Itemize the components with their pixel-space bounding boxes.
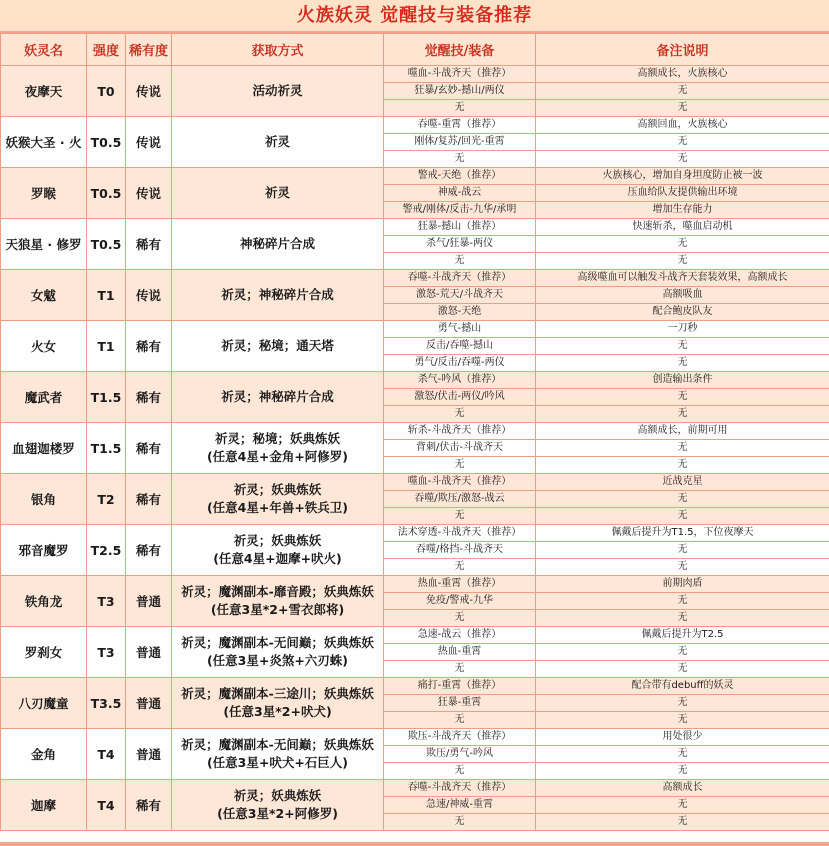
tier-cell: T1: [87, 321, 126, 372]
hero-name: 迦摩: [1, 780, 87, 831]
hero-name: 罗刹女: [1, 627, 87, 678]
skill-cell: 无: [384, 559, 536, 576]
skill-cell: 狂暴-重霄: [384, 695, 536, 712]
note-cell: 无: [536, 746, 829, 763]
note-cell: 无: [536, 712, 829, 729]
table-row: [1, 117, 829, 134]
source-line: 祈灵；魔渊副本-无间巅；妖典炼妖: [181, 737, 374, 752]
skill-cell: 欺压-斗战齐天（推荐）: [384, 729, 536, 746]
rarity-cell: 传说: [126, 66, 172, 117]
skill-cell: 无: [384, 763, 536, 780]
skill-cell: 急速/神威-重霄: [384, 797, 536, 814]
skill-cell: 无: [384, 508, 536, 525]
note-cell: 无: [536, 559, 829, 576]
rarity-cell: 稀有: [126, 423, 172, 474]
note-cell: 高额成长，火族核心: [536, 66, 829, 83]
table-row: [1, 525, 829, 542]
tier-cell: T1.5: [87, 423, 126, 474]
source-cell: [172, 474, 384, 525]
note-cell: 无: [536, 457, 829, 474]
source-line: 神秘碎片合成: [239, 236, 315, 251]
table-row: [1, 627, 829, 644]
hero-name: 八刃魔童: [1, 678, 87, 729]
skill-cell: 无: [384, 457, 536, 474]
source-line: 祈灵；秘境；通天塔: [221, 338, 334, 353]
hero-name: 金角: [1, 729, 87, 780]
skill-cell: 勇气/反击/吞噬-两仪: [384, 355, 536, 372]
source-cell: [172, 780, 384, 831]
skill-cell: 热血-重霄: [384, 644, 536, 661]
skill-cell: 免疫/警戒-九华: [384, 593, 536, 610]
skill-cell: 无: [384, 151, 536, 168]
rarity-cell: 传说: [126, 270, 172, 321]
header-name: 妖灵名: [1, 34, 87, 66]
note-cell: 无: [536, 593, 829, 610]
note-cell: 无: [536, 814, 829, 831]
skill-cell: 激怒-荒天/斗战齐天: [384, 287, 536, 304]
skill-cell: 法术穿透-斗战齐天（推荐）: [384, 525, 536, 542]
rarity-cell: 普通: [126, 678, 172, 729]
source-cell: [172, 321, 384, 372]
note-cell: 高额成长，前期可用: [536, 423, 829, 440]
rarity-cell: 普通: [126, 576, 172, 627]
skill-cell: 警戒/刚体/反击-九华/承明: [384, 202, 536, 219]
note-cell: 无: [536, 236, 829, 253]
tier-cell: T2: [87, 474, 126, 525]
skill-cell: 无: [384, 661, 536, 678]
table-row: [1, 729, 829, 746]
source-cell: [172, 117, 384, 168]
source-line: 祈灵: [264, 134, 290, 149]
note-cell: 用处很少: [536, 729, 829, 746]
source-line: (任意3星+炎煞+六刃蛛): [206, 653, 349, 668]
note-cell: 增加生存能力: [536, 202, 829, 219]
skill-cell: 痛打-重霄（推荐）: [384, 678, 536, 695]
note-cell: 高级噬血可以触发斗战齐天套装效果，高额成长: [536, 270, 829, 287]
table-row: [1, 372, 829, 389]
table-row: [1, 474, 829, 491]
header-rarity: 稀有度: [126, 34, 172, 66]
skill-cell: 吞噬-重霄（推荐）: [384, 117, 536, 134]
note-cell: 高额成长: [536, 780, 829, 797]
source-line: 祈灵；妖典炼妖: [233, 788, 322, 803]
rarity-cell: 稀有: [126, 372, 172, 423]
note-cell: 无: [536, 389, 829, 406]
tier-cell: T1: [87, 270, 126, 321]
skill-cell: 无: [384, 610, 536, 627]
note-cell: 无: [536, 338, 829, 355]
note-cell: 无: [536, 644, 829, 661]
skill-cell: 杀气/狂暴-两仪: [384, 236, 536, 253]
header-tier: 强度: [87, 34, 126, 66]
note-cell: 配合鲍皮队友: [536, 304, 829, 321]
source-line: 祈灵；魔渊副本-靡音殿；妖典炼妖: [181, 584, 374, 599]
tier-cell: T0.5: [87, 168, 126, 219]
source-line: (任意3星+吠犬+石巨人): [206, 755, 349, 770]
skill-cell: 无: [384, 100, 536, 117]
rarity-cell: 稀有: [126, 780, 172, 831]
skill-cell: 急速-战云（推荐）: [384, 627, 536, 644]
source-line: (任意3星*2+吠犬): [223, 704, 332, 719]
skill-cell: 无: [384, 712, 536, 729]
source-cell: [172, 627, 384, 678]
note-cell: 无: [536, 695, 829, 712]
tier-cell: T2.5: [87, 525, 126, 576]
rarity-cell: 稀有: [126, 219, 172, 270]
skill-cell: 无: [384, 814, 536, 831]
tier-cell: T3.5: [87, 678, 126, 729]
header-skills: 觉醒技/装备: [384, 34, 536, 66]
note-cell: 无: [536, 542, 829, 559]
source-cell: [172, 423, 384, 474]
source-cell: [172, 678, 384, 729]
hero-name: 火女: [1, 321, 87, 372]
source-cell: [172, 66, 384, 117]
rarity-cell: 稀有: [126, 474, 172, 525]
note-cell: 压血给队友提供输出环境: [536, 185, 829, 202]
rarity-cell: 传说: [126, 168, 172, 219]
source-line: 祈灵；秘境；妖典炼妖: [214, 431, 340, 446]
source-cell: [172, 219, 384, 270]
skill-cell: 警戒-天绝（推荐）: [384, 168, 536, 185]
source-cell: [172, 729, 384, 780]
skill-cell: 欺压/勇气-吟风: [384, 746, 536, 763]
note-cell: 无: [536, 797, 829, 814]
note-cell: 创造输出条件: [536, 372, 829, 389]
hero-name: 夜摩天: [1, 66, 87, 117]
rarity-cell: 普通: [126, 627, 172, 678]
skill-cell: 无: [384, 406, 536, 423]
source-cell: [172, 372, 384, 423]
source-line: 祈灵: [264, 185, 290, 200]
note-cell: 高额回血，火族核心: [536, 117, 829, 134]
tier-cell: T3: [87, 627, 126, 678]
source-line: 祈灵；神秘碎片合成: [221, 389, 334, 404]
skill-cell: 反击/吞噬-撼山: [384, 338, 536, 355]
source-cell: [172, 270, 384, 321]
hero-name: 罗睺: [1, 168, 87, 219]
skill-cell: 噬血-斗战齐天（推荐）: [384, 474, 536, 491]
source-line: 祈灵；魔渊副本-无间巅；妖典炼妖: [181, 635, 374, 650]
note-cell: 一刀秒: [536, 321, 829, 338]
hero-name: 女魃: [1, 270, 87, 321]
note-cell: 佩戴后提升为T1.5，下位夜摩天: [536, 525, 829, 542]
skill-cell: 吞噬/格挡-斗战齐天: [384, 542, 536, 559]
source-cell: [172, 168, 384, 219]
table-body: [1, 66, 829, 831]
tier-cell: T0.5: [87, 219, 126, 270]
source-line: (任意3星*2+阿修罗): [217, 806, 338, 821]
table-row: [1, 219, 829, 236]
note-cell: 佩戴后提升为T2.5: [536, 627, 829, 644]
note-cell: 配合带有debuff的妖灵: [536, 678, 829, 695]
rarity-cell: 稀有: [126, 321, 172, 372]
table-row: [1, 66, 829, 83]
note-cell: 无: [536, 491, 829, 508]
note-cell: 无: [536, 100, 829, 117]
note-cell: 无: [536, 355, 829, 372]
source-line: 活动祈灵: [252, 83, 303, 98]
table-row: [1, 576, 829, 593]
header-notes: 备注说明: [536, 34, 829, 66]
skill-cell: 勇气-撼山: [384, 321, 536, 338]
skill-cell: 背刺/伏击-斗战齐天: [384, 440, 536, 457]
rarity-cell: 普通: [126, 729, 172, 780]
table-row: [1, 423, 829, 440]
skill-cell: 吞噬-斗战齐天（推荐）: [384, 780, 536, 797]
page-title: 火族妖灵 觉醒技与装备推荐: [0, 0, 829, 33]
note-cell: 无: [536, 83, 829, 100]
table-row: [1, 321, 829, 338]
note-cell: 无: [536, 406, 829, 423]
header-source: 获取方式: [172, 34, 384, 66]
skill-cell: 热血-重霄（推荐）: [384, 576, 536, 593]
hero-table: [0, 33, 829, 831]
tier-cell: T0.5: [87, 117, 126, 168]
note-cell: 无: [536, 440, 829, 457]
table-row: [1, 678, 829, 695]
source-cell: [172, 576, 384, 627]
hero-name: 邪音魔罗: [1, 525, 87, 576]
note-cell: 无: [536, 508, 829, 525]
source-line: 祈灵；神秘碎片合成: [221, 287, 334, 302]
note-cell: 高额吸血: [536, 287, 829, 304]
hero-name: 银角: [1, 474, 87, 525]
bottom-border: [0, 842, 829, 846]
source-line: (任意4星+年兽+铁兵卫): [206, 500, 349, 515]
tier-cell: T4: [87, 780, 126, 831]
source-line: 祈灵；魔渊副本-三途川；妖典炼妖: [181, 686, 374, 701]
source-line: 祈灵；妖典炼妖: [233, 533, 322, 548]
tier-cell: T3: [87, 576, 126, 627]
hero-name: 魔武者: [1, 372, 87, 423]
hero-name: 天狼星 · 修罗: [1, 219, 87, 270]
source-line: (任意4星+金角+阿修罗): [206, 449, 349, 464]
rarity-cell: 传说: [126, 117, 172, 168]
skill-cell: 神威-战云: [384, 185, 536, 202]
note-cell: 无: [536, 610, 829, 627]
source-cell: [172, 525, 384, 576]
skill-cell: 无: [384, 253, 536, 270]
skill-cell: 吞噬/欺压/激怒-战云: [384, 491, 536, 508]
note-cell: 无: [536, 134, 829, 151]
skill-cell: 狂暴-撼山（推荐）: [384, 219, 536, 236]
hero-name: 妖猴大圣 · 火: [1, 117, 87, 168]
table-row: [1, 270, 829, 287]
skill-cell: 斩杀-斗战齐天（推荐）: [384, 423, 536, 440]
note-cell: 无: [536, 661, 829, 678]
hero-name: 铁角龙: [1, 576, 87, 627]
rarity-cell: 稀有: [126, 525, 172, 576]
source-line: (任意4星+迦摩+吠火): [213, 551, 342, 566]
skill-cell: 噬血-斗战齐天（推荐）: [384, 66, 536, 83]
note-cell: 无: [536, 151, 829, 168]
table-row: [1, 780, 829, 797]
note-cell: 前期肉盾: [536, 576, 829, 593]
skill-cell: 刚体/复苏/回光-重霄: [384, 134, 536, 151]
skill-cell: 狂暴/玄妙-撼山/两仪: [384, 83, 536, 100]
note-cell: 快速斩杀，噬血启动机: [536, 219, 829, 236]
tier-cell: T1.5: [87, 372, 126, 423]
tier-cell: T4: [87, 729, 126, 780]
note-cell: 近战克星: [536, 474, 829, 491]
source-line: 祈灵；妖典炼妖: [233, 482, 322, 497]
table-header-row: [1, 34, 829, 66]
note-cell: 火族核心，增加自身坦度防止被一波: [536, 168, 829, 185]
note-cell: 无: [536, 253, 829, 270]
skill-cell: 激怒/伏击-两仪/吟风: [384, 389, 536, 406]
hero-name: 血翅迦楼罗: [1, 423, 87, 474]
skill-cell: 杀气-吟风（推荐）: [384, 372, 536, 389]
table-row: [1, 168, 829, 185]
note-cell: 无: [536, 763, 829, 780]
tier-cell: T0: [87, 66, 126, 117]
source-line: (任意3星*2+雪衣郎将): [210, 602, 345, 617]
skill-cell: 吞噬-斗战齐天（推荐）: [384, 270, 536, 287]
skill-cell: 激怒-天绝: [384, 304, 536, 321]
